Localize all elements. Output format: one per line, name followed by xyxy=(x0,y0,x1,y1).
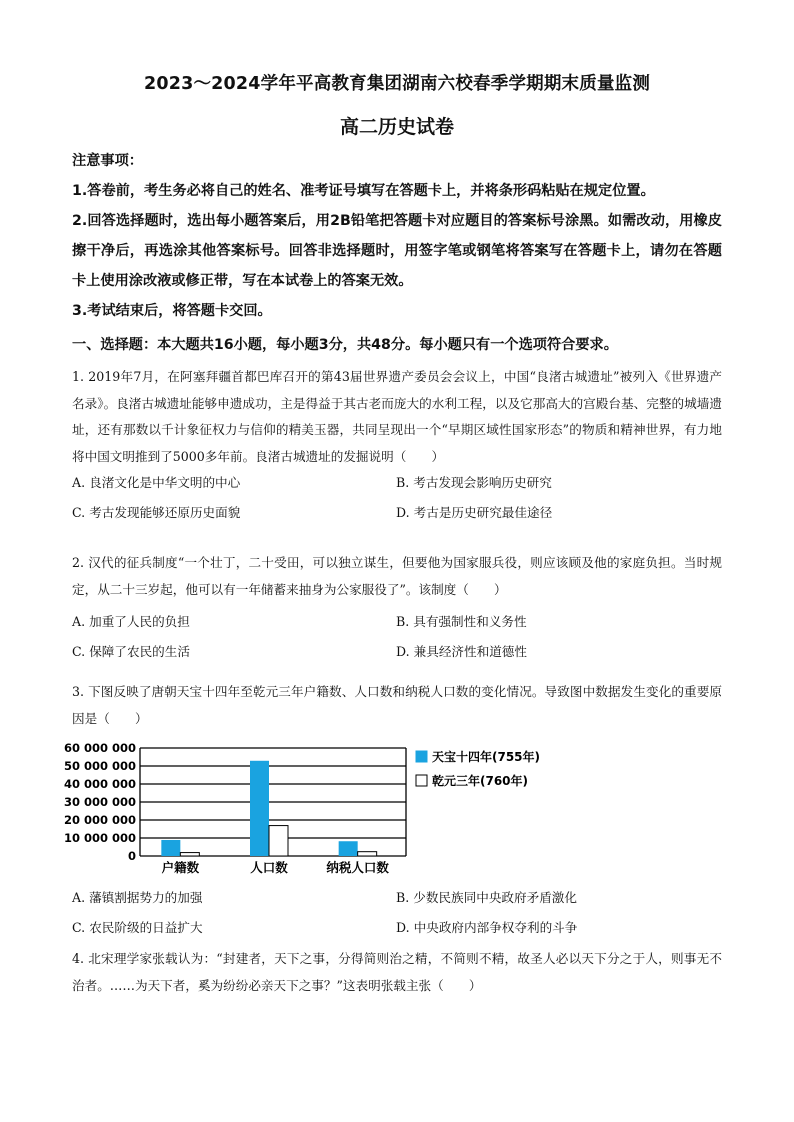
question-stem: 3. 下图反映了唐朝天宝十四年至乾元三年户籍数、人口数和纳税人口数的变化情况。导致图中数据发生变化的重要原因是（ ） xyxy=(72,684,722,726)
question-stem: 4. 北宋理学家张载认为：“封建者，天下之事，分得简则治之精，不简则不精，故圣人必以天下分之于人，则事无不治者。……为天下者，奚为纷纷必亲天下之事？”这表明张载主张（ ） xyxy=(72,951,722,993)
option-c[interactable]: C. 考古发现能够还原历史面貌 xyxy=(72,505,241,521)
y-tick-label: 40 000 000 xyxy=(63,777,136,791)
x-tick-label: 纳税人口数 xyxy=(326,860,389,875)
bar-chart-svg xyxy=(63,740,541,880)
option-b[interactable]: B. 少数民族同中央政府矛盾激化 xyxy=(396,890,577,905)
bar xyxy=(269,826,288,856)
population-chart xyxy=(63,740,541,880)
y-tick-label: 30 000 000 xyxy=(63,795,136,809)
notes-item-1: 1.答卷前，考生务必将自己的姓名、准考证号填写在答题卡上，并将条形码粘贴在规定位置。 xyxy=(72,183,655,199)
x-tick-label: 人口数 xyxy=(250,860,288,875)
question-2 xyxy=(72,550,722,663)
option-a[interactable]: A. 加重了人民的负担 xyxy=(72,614,190,630)
legend-label: 天宝十四年(755年) xyxy=(432,750,541,764)
option-a[interactable]: A. 藩镇割据势力的加强 xyxy=(72,890,203,905)
x-tick-label: 户籍数 xyxy=(161,860,200,875)
legend-swatch xyxy=(416,751,427,762)
legend-swatch xyxy=(416,775,427,786)
notes-item-2: 2.回答选择题时，选出每小题答案后，用2B铅笔把答题卡对应题目的答案标号涂黑。如需改动，用橡皮擦干净后，再选涂其他答案标号。回答非选择题时，用签字笔或钢笔将答案写在答题卡上，请勿在答题卡上使用涂改液或修正带，写在本试卷上的答案无效。 xyxy=(72,213,722,289)
y-tick-label: 0 xyxy=(127,849,136,863)
bar xyxy=(358,852,377,856)
option-d[interactable]: D. 兼具经济性和道德性 xyxy=(396,644,527,660)
bar xyxy=(339,841,358,856)
bar xyxy=(161,840,180,856)
option-b[interactable]: B. 具有强制性和义务性 xyxy=(396,614,527,630)
options xyxy=(72,885,722,945)
options xyxy=(72,470,722,530)
y-tick-label: 50 000 000 xyxy=(63,759,136,773)
question-3-options xyxy=(72,885,722,945)
question-3 xyxy=(72,679,722,732)
option-a[interactable]: A. 良渚文化是中华文明的中心 xyxy=(72,475,241,491)
bar xyxy=(250,761,269,856)
bar xyxy=(180,853,199,856)
option-c[interactable]: C. 农民阶级的日益扩大 xyxy=(72,920,203,935)
option-d[interactable]: D. 考古是历史研究最佳途径 xyxy=(396,505,553,521)
option-d[interactable]: D. 中央政府内部争权夺利的斗争 xyxy=(396,920,578,935)
question-stem: 1. 2019年7月，在阿塞拜疆首都巴库召开的第43届世界遗产委员会会议上，中国“良渚古城遗址”被列入《世界遗产名录》。良渚古城遗址能够申遗成功，主是得益于其古老而庞大的水利工程，以及它那高大的宫殿台基、完整的城墙遗址，还有那数以千计象征权力与信仰的精美玉器，共同呈现出一个“早期区域性国家形态”的物质和精神世界，有力地将中国文明推到了5000多年前。良渚古城遗址的发掘说明（ ） xyxy=(72,369,722,464)
notes-heading: 注意事项： xyxy=(72,153,143,169)
section-heading: 一、选择题：本大题共16小题，每小题3分，共48分。每小题只有一个选项符合要求。 xyxy=(72,337,618,353)
legend-label: 乾元三年(760年) xyxy=(432,774,529,788)
notes-block xyxy=(72,146,722,326)
question-4 xyxy=(72,946,722,999)
notes-item-3: 3.考试结束后，将答题卡交回。 xyxy=(72,303,272,319)
y-tick-label: 20 000 000 xyxy=(63,813,136,827)
question-stem: 2. 汉代的征兵制度“一个壮丁，二十受田，可以独立谋生，但要他为国家服兵役，则应该顾及他的家庭负担。当时规定，从二十三岁起，他可以有一年储蓄来抽身为公家服役了”。该制度（ ） xyxy=(72,555,722,597)
options xyxy=(72,603,722,663)
exam-subtitle: 高二历史试卷 xyxy=(339,116,454,138)
y-tick-label: 60 000 000 xyxy=(63,741,136,755)
y-tick-label: 10 000 000 xyxy=(63,831,136,845)
option-b[interactable]: B. 考古发现会影响历史研究 xyxy=(396,475,552,491)
exam-title: 2023～2024学年平高教育集团湖南六校春季学期期末质量监测 xyxy=(143,74,651,94)
option-c[interactable]: C. 保障了农民的生活 xyxy=(72,644,190,660)
question-1 xyxy=(72,364,722,530)
